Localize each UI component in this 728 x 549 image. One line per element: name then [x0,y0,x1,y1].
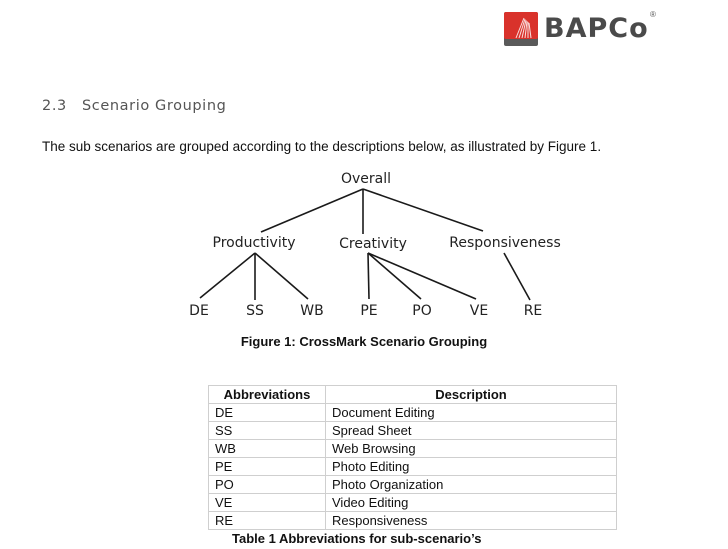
node-de: DE [189,303,209,319]
abbreviation-cell: PO [209,476,326,494]
section-heading [42,98,226,114]
node-productivity: Productivity [212,235,296,251]
edge-creativity-pe [368,253,369,299]
abbreviation-cell: WB [209,440,326,458]
edge-overall-productivity [261,189,363,232]
section-title: Scenario Grouping [82,98,227,114]
node-creativity: Creativity [339,236,407,252]
table-row [209,458,617,476]
abbreviation-cell: VE [209,494,326,512]
abbreviation-cell: PE [209,458,326,476]
table-caption: Table 1 Abbreviations for sub-scenario’s [232,531,482,546]
node-po: PO [412,303,432,319]
abbreviations-table [208,385,617,530]
edge-creativity-ve [368,253,476,299]
table-row [209,494,617,512]
node-pe: PE [360,303,378,319]
scenario-grouping-figure [0,160,728,320]
edge-responsiveness-re [504,253,530,300]
figure-caption: Figure 1: CrossMark Scenario Grouping [240,334,488,349]
table-row [209,476,617,494]
abbreviation-cell: RE [209,512,326,530]
intro-paragraph: The sub scenarios are grouped according to the descriptions below, as illustrated by Figure 1. [42,139,602,154]
node-overall: Overall [340,171,392,187]
edge-productivity-wb [255,253,308,299]
description-cell: Web Browsing [326,440,617,458]
section-number: 2.3 [42,98,67,114]
table-row [209,440,617,458]
node-responsiveness: Responsiveness [449,235,561,251]
table-row [209,512,617,530]
edge-overall-responsiveness [363,189,483,231]
tree-diagram [0,160,728,320]
table-row [209,404,617,422]
table-header-row [209,386,617,404]
node-re: RE [523,303,543,319]
edge-productivity-de [200,253,255,298]
abbreviation-cell: DE [209,404,326,422]
bapco-logo-mark-icon [504,12,538,46]
bapco-logo [504,10,656,46]
column-header-description: Description [326,386,617,404]
description-cell: Document Editing [326,404,617,422]
column-header-abbreviations: Abbreviations [209,386,326,404]
logo-text: BAPCo [544,13,649,44]
description-cell: Spread Sheet [326,422,617,440]
node-wb: WB [300,303,324,319]
description-cell: Video Editing [326,494,617,512]
registered-mark: ® [650,10,656,19]
node-ss: SS [246,303,264,319]
description-cell: Photo Organization [326,476,617,494]
node-ve: VE [469,303,489,319]
edge-creativity-po [368,253,421,299]
description-cell: Responsiveness [326,512,617,530]
abbreviation-cell: SS [209,422,326,440]
table-row [209,422,617,440]
description-cell: Photo Editing [326,458,617,476]
